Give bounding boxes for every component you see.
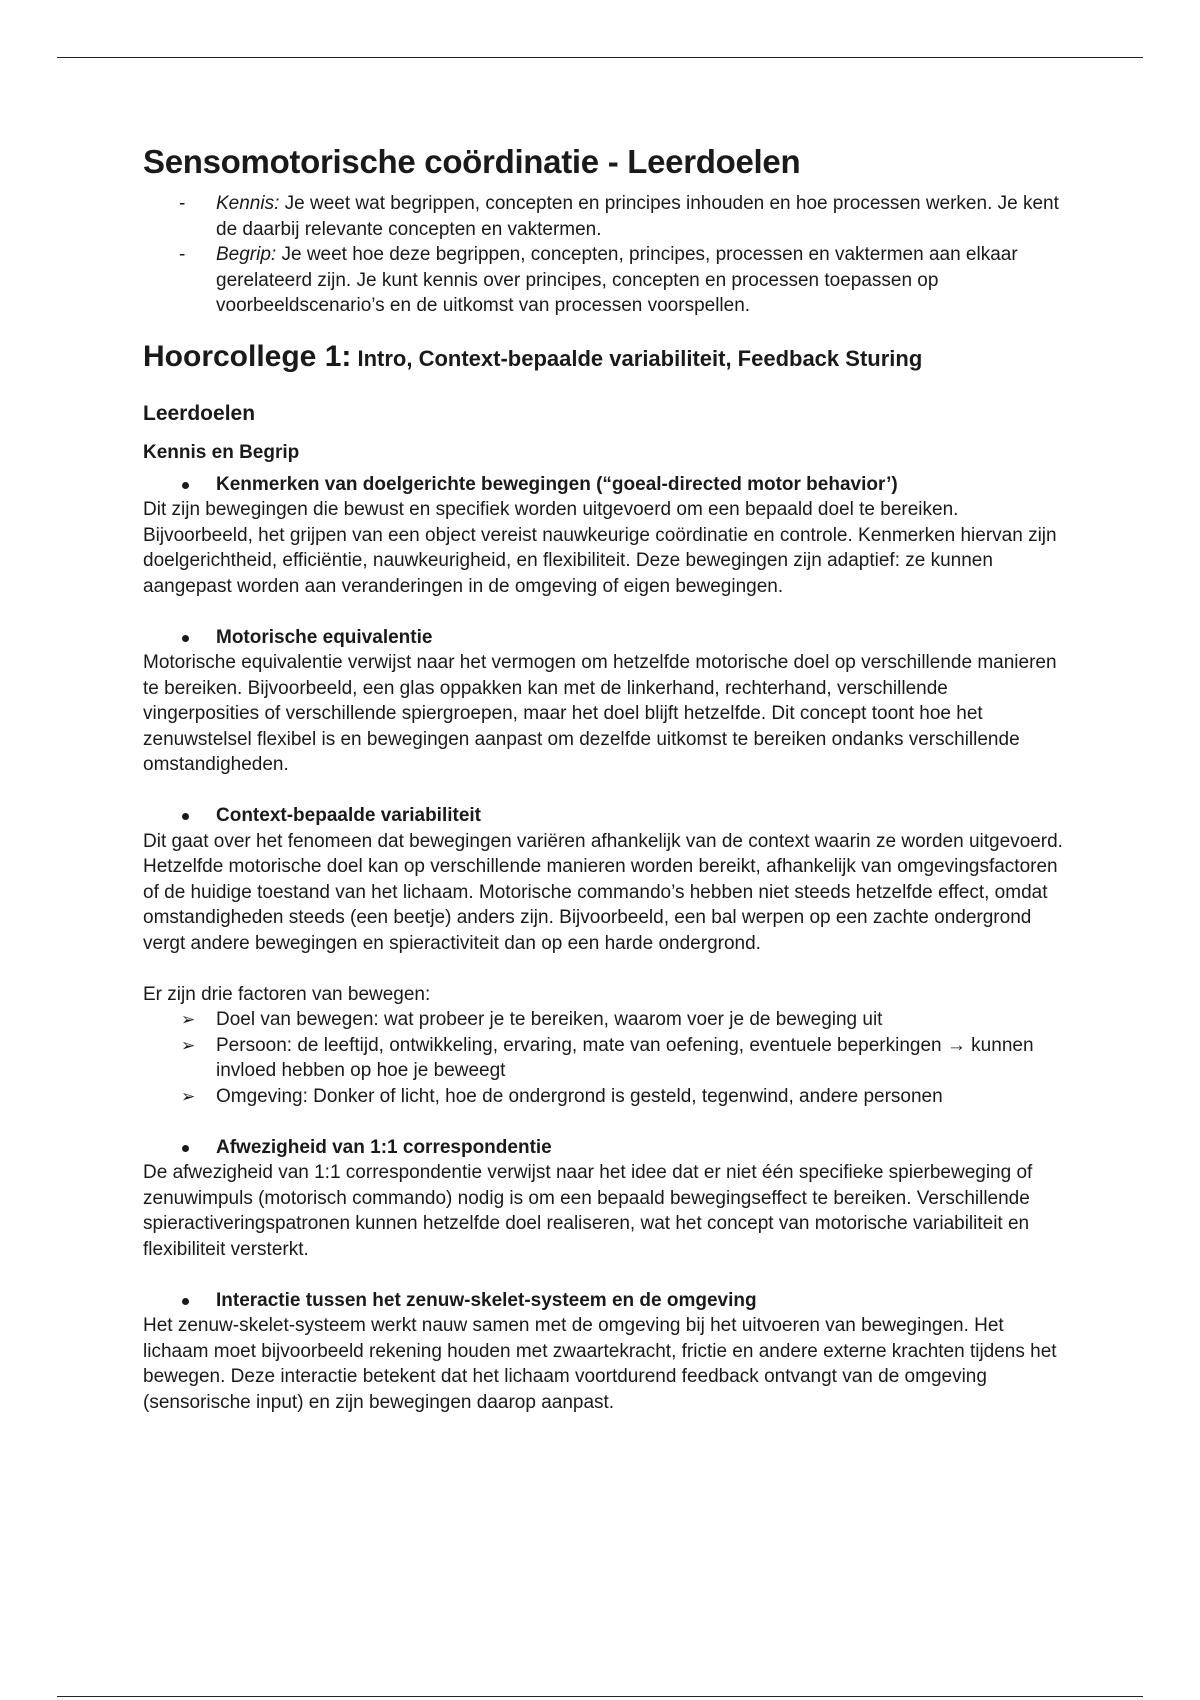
list-item bbox=[179, 242, 1063, 319]
list-item: ➢ Omgeving: Donker of licht, hoe de ondergrond is gesteld, tegenwind, andere personen bbox=[216, 1084, 1063, 1110]
section-interactie bbox=[143, 1288, 1063, 1416]
section-doelgerichte-bewegingen bbox=[143, 472, 1063, 600]
lecture-heading bbox=[143, 335, 1063, 384]
list-item: ➢ Persoon: de leeftijd, ontwikkeling, ervaring, mate van oefening, eventuele beperkingen → kunnen invloed hebben op hoe je beweegt bbox=[181, 1034, 1034, 1081]
dash-marker: - bbox=[179, 193, 186, 214]
term-kennis: Kennis: bbox=[216, 193, 280, 214]
section-correspondentie bbox=[143, 1135, 1063, 1263]
bullet-icon bbox=[182, 635, 189, 642]
section-body: Dit zijn bewegingen die bewust en specifiek worden uitgevoerd om een bepaald doel te bereiken. Bijvoorbeeld, het grijpen van een object vereist nauwkeurige coördinatie en controle. Kenmerken hiervan zijn doelgerichtheid, efficiëntie, nauwkeurigheid, en flexibiliteit. Deze bewegingen zijn adaptief: ze kunnen aangepast worden aan veranderingen in de omgeving of eigen bewegingen. bbox=[143, 499, 1057, 597]
bullet-icon bbox=[182, 1145, 189, 1152]
document-title: Sensomotorische coördinatie - Leerdoelen bbox=[143, 143, 801, 180]
intro-list bbox=[143, 191, 1063, 319]
section-motorische-equivalentie bbox=[143, 625, 1063, 778]
arrow-icon: ➢ bbox=[181, 1010, 196, 1029]
section-context-variabiliteit bbox=[143, 803, 1063, 1109]
dash-marker: - bbox=[179, 244, 186, 265]
term-begrip: Begrip: bbox=[216, 244, 277, 265]
section-heading: Motorische equivalentie bbox=[216, 626, 433, 648]
document-page bbox=[143, 140, 1063, 1415]
section-body: Het zenuw-skelet-systeem werkt nauw samen met de omgeving bij het uitvoeren van bewegingen. Het lichaam moet bijvoorbeeld rekening houden met zwaartekracht, frictie en andere externe krachten tijdens het bewegen. Deze interactie betekent dat het lichaam voortdurend feedback ontvangt van de omgeving (sensorische input) en zijn bewegingen daarop aanpast. bbox=[143, 1315, 1057, 1413]
bullet-icon bbox=[182, 813, 189, 820]
bullet-icon bbox=[182, 482, 189, 489]
heading-leerdoelen: Leerdoelen bbox=[143, 401, 256, 425]
factors-list bbox=[143, 1007, 1063, 1109]
section-body: Motorische equivalentie verwijst naar het vermogen om hetzelfde motorische doel op verschillende manieren te bereiken. Bijvoorbeeld, een glas oppakken kan met de linkerhand, rechterhand, verschillende vingerposities of verschillende spiergroepen, maar het doel blijft hetzelfde. Dit concept toont hoe het zenuwstelsel flexibel is en bewegingen aanpast om dezelfde uitkomst te bereiken ondanks verschillende omstandigheden. bbox=[143, 652, 1057, 775]
factors-intro: Er zijn drie factoren van bewegen: bbox=[143, 983, 431, 1005]
intro-text: Je weet hoe deze begrippen, concepten, principes, processen en vaktermen aan elkaar gerelateerd zijn. Je kunt kennis over principes, concepten en processen toepassen op voorbeeldscenario’s en de uitkomst van processen voorspellen. bbox=[216, 244, 1018, 316]
section-body: Dit gaat over het fenomeen dat bewegingen variëren afhankelijk van de context waarin ze worden uitgevoerd. Hetzelfde motorische doel kan op verschillende manieren worden bereikt, afhankelijk van omgevingsfactoren of de huidige toestand van het lichaam. Motorische commando’s hebben niet steeds hetzelfde effect, omdat omstandigheden steeds (een beetje) anders zijn. Bijvoorbeeld, een bal werpen op een zachte ondergrond vergt andere bewegingen en spieractiviteit dan op een harde ondergrond. bbox=[143, 830, 1063, 954]
section-heading: Afwezigheid van 1:1 correspondentie bbox=[216, 1136, 552, 1158]
arrow-icon: ➢ bbox=[181, 1035, 196, 1055]
header-rule bbox=[57, 57, 1143, 58]
intro-text: Je weet wat begrippen, concepten en principes inhouden en hoe processen werken. Je kent de daarbij relevante concepten en vaktermen. bbox=[216, 193, 1059, 240]
footer-rule bbox=[57, 1696, 1143, 1697]
section-heading: Context-bepaalde variabiliteit bbox=[216, 805, 482, 826]
section-heading: Interactie tussen het zenuw-skelet-systeem en de omgeving bbox=[216, 1289, 757, 1311]
bullet-icon bbox=[182, 1298, 189, 1305]
list-item: ➢ Doel van bewegen: wat probeer je te bereiken, waarom voer je de beweging uit bbox=[216, 1007, 1063, 1033]
section-heading: Kenmerken van doelgerichte bewegingen (“goeal-directed motor behavior’) bbox=[216, 473, 898, 495]
lecture-label: Hoorcollege 1: bbox=[143, 339, 352, 373]
heading-kennis-begrip: Kennis en Begrip bbox=[143, 441, 300, 463]
list-item bbox=[179, 191, 1063, 242]
section-body: De afwezigheid van 1:1 correspondentie verwijst naar het idee dat er niet één specifieke spierbeweging of zenuwimpuls (motorisch commando) nodig is om een bepaald bewegingseffect te bereiken. Verschillende spieractiveringspatronen kunnen hetzelfde doel realiseren, wat het concept van motorische variabiliteit en flexibiliteit versterkt. bbox=[143, 1162, 1033, 1260]
arrow-icon: ➢ bbox=[181, 1086, 196, 1106]
lecture-topic: Intro, Context-bepaalde variabiliteit, Feedback Sturing bbox=[351, 345, 923, 371]
